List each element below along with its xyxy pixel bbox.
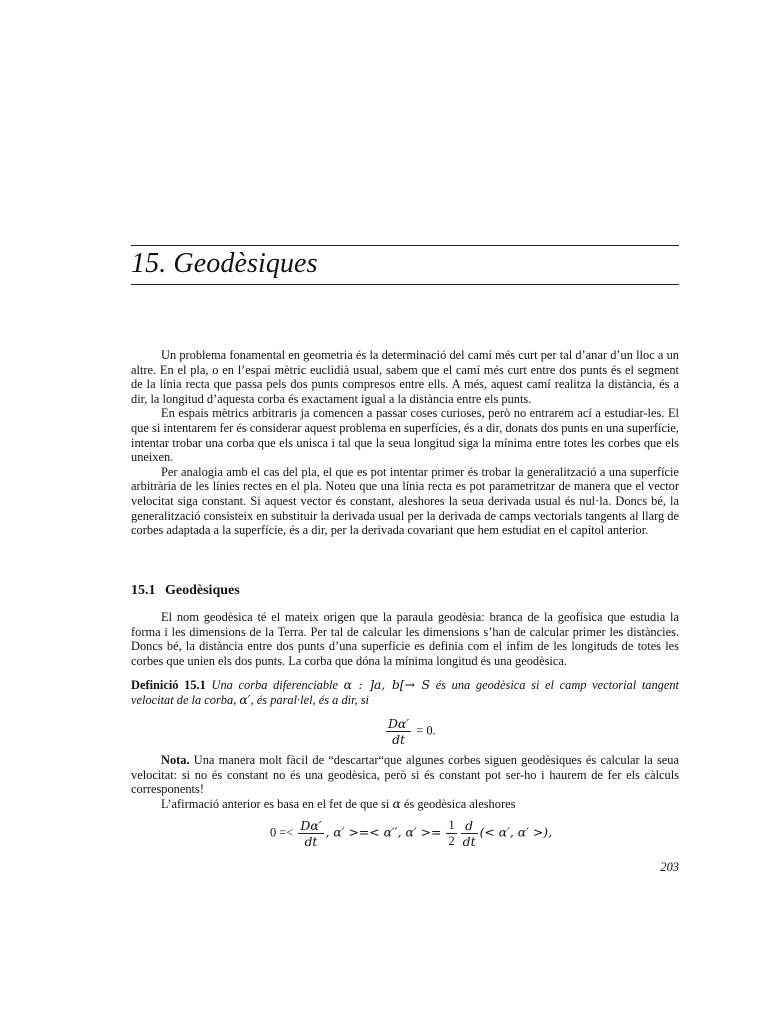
eq2-frac2-numerator: 1 — [448, 818, 455, 832]
note-block — [131, 753, 679, 811]
intro-paragraph-3: Per analogia amb el cas del pla, el que es pot intentar primer és trobar la generalització a una superfície arbitrària de les línies rectes en el pla. Noteu que una línia recta es pot parametritzar de manera que el vector velocitat siga constant. Si aquest vector és constant, aleshores la seua derivada usual és nul·la. Doncs bé, la generalització consisteix en substituir la derivada usual per la derivada de camps vectorials tangents al llarg de corbes adaptada a la superfície, és a dir, per la derivada covariant que hem estudiat en el capítol anterior. — [131, 464, 679, 538]
eq1-numerator: Dα′ — [388, 716, 410, 731]
eq2-frac1-denominator: dt — [304, 834, 318, 849]
section-heading — [131, 583, 240, 599]
intro-text — [131, 348, 679, 538]
definition-text-after: , és paral·lel, és a dir, si — [250, 692, 369, 707]
page — [131, 0, 679, 1024]
section-body — [131, 610, 679, 668]
eq2-frac3-numerator: d — [461, 818, 478, 834]
followup-alpha: α — [392, 795, 401, 811]
note-followup — [131, 797, 679, 812]
note-label: Nota. — [161, 753, 190, 767]
intro-paragraph-1: Un problema fonamental en geometria és la determinació del camí més curt per tal d’anar d’un lloc a un altre. En el pla, o en l’espai mètric euclidià usual, sabem que el camí més curt entre dos punts és el segment de la línia recta que passa pels dos punts compresos entre ells. A més, aquest camí realitza la distància, és a dir, la longitud d’aquesta corba és exactament igual a la distància entre els punts. — [131, 348, 679, 406]
equation-velocity — [270, 818, 552, 849]
definition-alpha-prime: α′ — [239, 691, 251, 707]
equation-geodesic — [384, 716, 436, 747]
eq2-fraction-2 — [446, 818, 456, 849]
note-paragraph — [131, 753, 679, 797]
eq2-frac1-numerator: Dα′ — [300, 818, 322, 833]
eq2-lhs: 0 =< — [270, 825, 294, 840]
followup-after: és geodèsica aleshores — [403, 796, 516, 811]
eq2-fraction-1 — [298, 818, 323, 849]
eq2-frac3-denominator: dt — [462, 834, 476, 849]
page-number: 203 — [660, 860, 679, 874]
section-number: 15.1 — [131, 583, 156, 598]
followup-before: L’afirmació anterior es basa en el fet de que si — [161, 796, 390, 811]
eq2-frac2-denominator: 2 — [448, 834, 455, 848]
definition-label: Definició 15.1 — [131, 678, 206, 692]
eq1-denominator: dt — [392, 732, 406, 747]
eq2-fraction-3 — [461, 818, 478, 849]
intro-paragraph-2: En espais mètrics arbitraris ja comencen a passar coses curioses, però no entrarem ací a estudiar-les. El que si intentarem fer és considerar aquest problema en superfícies, és a dir, donats dos punts en una superfície, intentar trobar una corba que els unisca i tal que la seua longitud siga la mínima entre totes les corbes que els uneixen. — [131, 406, 679, 465]
section-paragraph: El nom geodèsica té el mateix origen que la paraula geodèsia: branca de la geofísica que estudia la forma i les dimensions de la Terra. Per tal de calcular les dimensions s’han de calcular primer les distàncies. Doncs bé, la distància entre dos punts d’una superfície es definia com el ínfim de les longituds de totes les corbes que unien els dos punts. La corba que dóna la mínima longitud és una geodèsica. — [131, 610, 679, 668]
chapter-title: 15. Geodèsiques — [131, 248, 318, 279]
note-text: Una manera molt fàcil de “descartar“que algunes corbes siguen geodèsiques és calcular la seua velocitat: si no és constant no és una geodèsica, però si és constant pot ser-ho i haurem de fer els càlculs corresponents! — [131, 753, 679, 797]
definition-text-before: Una corba diferenciable — [211, 678, 338, 692]
eq2-middle: , α′ >=< α′′, α′ >= — [325, 824, 442, 840]
eq1-fraction — [386, 716, 411, 747]
eq1-rest: = 0. — [416, 723, 436, 738]
definition-text-middle: és una geodèsica si el camp vectorial tangent velocitat de la corba, — [131, 678, 680, 707]
chapter-bottom-rule — [131, 284, 679, 285]
eq2-rhs: (< α′, α′ >), — [479, 824, 553, 840]
definition-alpha-map: α : ]a, b[→ S — [343, 677, 431, 692]
definition-15-1 — [131, 678, 679, 708]
section-title: Geodèsiques — [165, 583, 240, 598]
